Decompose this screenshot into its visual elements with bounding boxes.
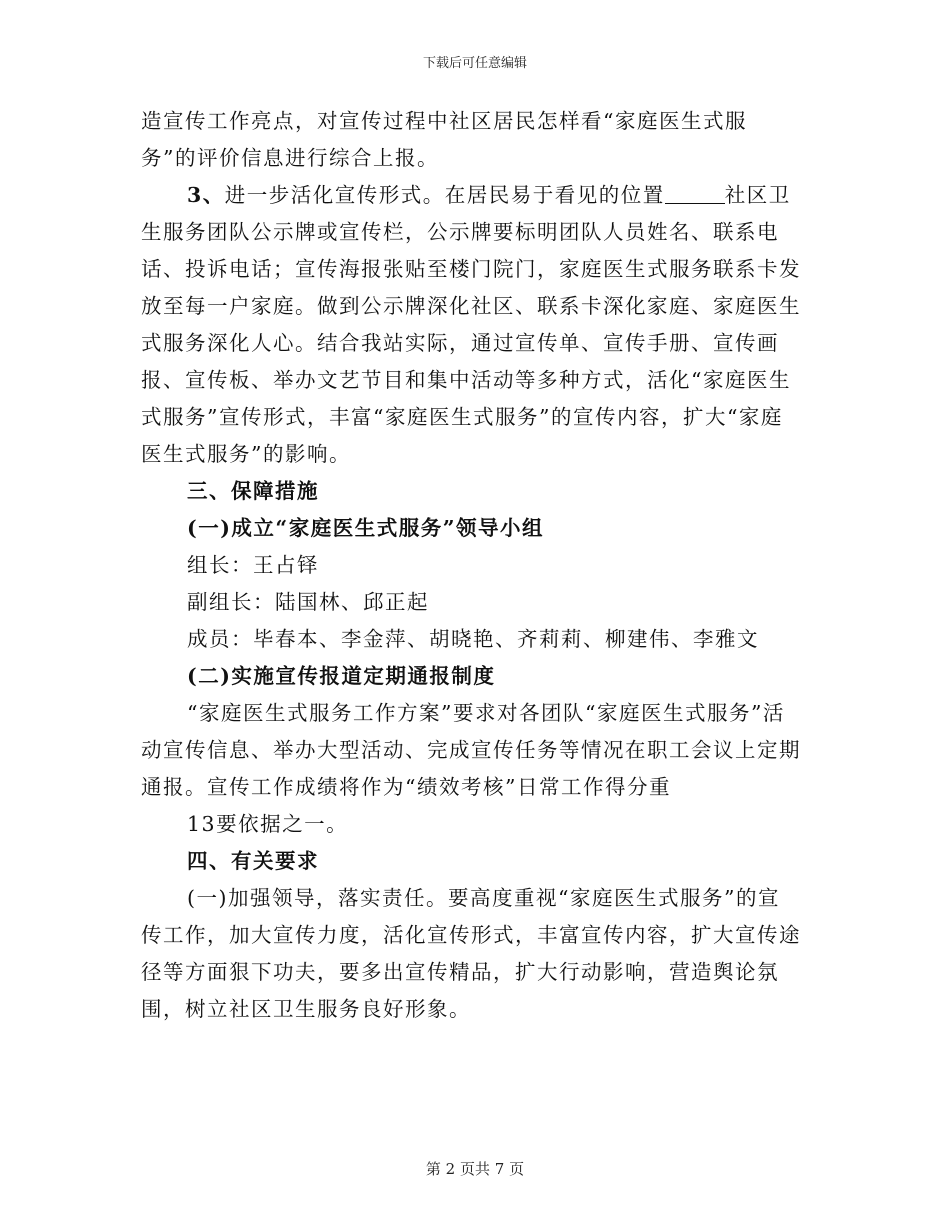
paragraph-item-3 (141, 177, 801, 473)
paragraph-requirements-1: (一)加强领导，落实责任。要高度重视“家庭医生式服务”的宣传工作，加大宣传力度，活化宣传形式，丰富宣传内容，扩大宣传途径等方面狠下功夫，要多出宣传精品，扩大行动影响，营造舆论氛围，树立社区卫生服务良好形象。 (141, 886, 801, 1021)
page-header: 下载后可任意编辑 (422, 56, 527, 71)
document-body (141, 103, 801, 1028)
leader-line: 组长：王占铎 (187, 553, 319, 577)
paragraph-continuation: 造宣传工作亮点，对宣传过程中社区居民怎样看“家庭医生式服务”的评价信息进行综合上报。 (141, 109, 747, 170)
subsection-heading-2: (二)实施宣传报道定期通报制度 (187, 664, 496, 688)
deputy-line: 副组长：陆国林、邱正起 (187, 590, 429, 614)
item-3-text-b: 社区卫生服务团队公示牌或宣传栏，公示牌要标明团队人员姓名、联系电话、投诉电话；宣传海报张贴至楼门院门，家庭医生式服务联系卡发放至每一户家庭。做到公示牌深化社区、联系卡深化家庭、家庭医生式服务深化人心。结合我站实际，通过宣传单、宣传手册、宣传画报、宣传板、举办文艺节目和集中活动等多种方式，活化“家庭医生式服务”宣传形式，丰富“家庭医生式服务”的宣传内容，扩大“家庭医生式服务”的影响。 (141, 183, 801, 466)
item-3-text-a: 进一步活化宣传形式。在居民易于看见的位置 (224, 183, 665, 207)
paragraph-reporting: “家庭医生式服务工作方案”要求对各团队“家庭医生式服务”活动宣传信息、举办大型活动、完成宣传任务等情况在职工会议上定期通报。宣传工作成绩将作为“绩效考核”日常工作得分重 (141, 701, 801, 799)
fill-blank (665, 183, 725, 205)
section-heading-3: 三、保障措施 (187, 479, 319, 503)
subsection-heading-1: (一)成立“家庭医生式服务”领导小组 (187, 516, 544, 540)
item-number: 3、 (187, 183, 225, 207)
section-heading-4: 四、有关要求 (187, 849, 319, 873)
paragraph-reporting-tail: 13要依据之一。 (187, 812, 349, 836)
members-line: 成员：毕春本、李金萍、胡晓艳、齐莉莉、柳建伟、李雅文 (187, 627, 759, 651)
page-footer: 第 2 页共 7 页 (425, 1160, 525, 1178)
